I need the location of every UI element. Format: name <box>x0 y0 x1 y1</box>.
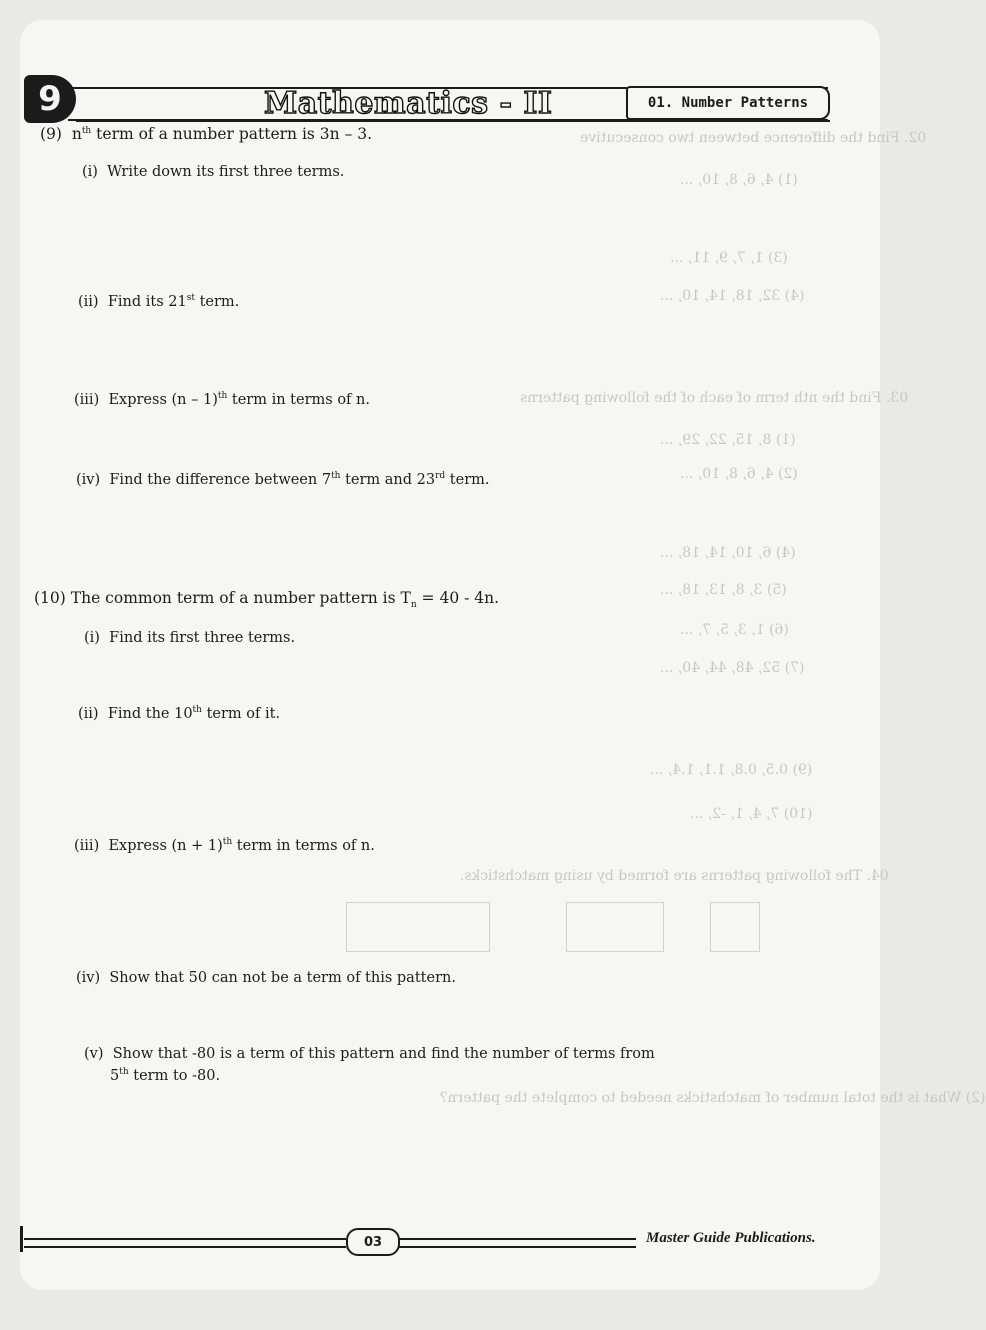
show-through-text: (1) 8, 15, 22, 29, ... <box>660 432 796 448</box>
page-number: 03 <box>346 1228 400 1256</box>
question-10-part-v-continued <box>110 1066 220 1086</box>
show-through-text: (2) What is the total number of matchsticks needed to complete the pattern? <box>440 1090 986 1106</box>
question-number: (10) <box>34 589 66 607</box>
part-sup: st <box>186 293 195 304</box>
show-through-text: (10) 7, 4, 1, -2, ... <box>690 806 813 822</box>
question-9-part-ii <box>78 292 239 312</box>
grade-number: 9 <box>38 79 62 119</box>
part-sup: th <box>217 391 228 402</box>
question-10-stem <box>34 588 500 611</box>
part-text: term of it. <box>201 706 281 722</box>
part-text: Write down its first three terms. <box>107 164 345 180</box>
question-number: (9) <box>40 125 62 143</box>
part-label: (ii) <box>78 294 99 310</box>
stem-sub: n <box>410 600 417 611</box>
part-text: term. <box>194 294 240 310</box>
question-9-stem <box>40 124 372 144</box>
part-text: term to -80. <box>128 1068 221 1084</box>
footer-bracket <box>20 1226 23 1252</box>
part-label: (iii) <box>74 838 100 854</box>
part-label: (ii) <box>78 706 99 722</box>
show-through-text: (5) 3, 8, 13, 18, ... <box>660 582 787 598</box>
question-10-part-v <box>84 1044 655 1064</box>
show-through-text: (7) 52, 48, 44, 40, ... <box>660 660 805 676</box>
part-label: (i) <box>84 630 100 646</box>
stem-text: term of a number pattern is 3n – 3. <box>91 125 373 143</box>
part-label: (i) <box>82 164 98 180</box>
question-10-part-iv <box>76 968 456 988</box>
part-sup: rd <box>435 471 446 482</box>
show-through-text: 04. The following patterns are formed by using matchsticks. <box>460 868 889 884</box>
show-through-text: 03. Find the nth term of each of the following patterns <box>520 390 909 406</box>
stem-text: The common term of a number pattern is T <box>70 589 411 607</box>
show-through-text: (3) 1, 7, 9, 11, ... <box>670 250 788 266</box>
show-through-text: (1) 4, 6, 8, 10, ... <box>680 172 798 188</box>
part-label: (iv) <box>76 472 101 488</box>
part-text: Find the difference between 7 <box>109 472 332 488</box>
footer-rule-left <box>24 1238 346 1248</box>
stem-sup: th <box>81 125 92 136</box>
show-through-figure <box>566 902 664 952</box>
part-text: term. <box>445 472 490 488</box>
part-text: term in terms of n. <box>227 392 370 408</box>
question-9-part-iv <box>76 470 490 490</box>
stem-text: = 40 - 4n. <box>416 589 500 607</box>
part-sup: th <box>119 1067 129 1078</box>
show-through-text: (9) 0.5, 0.8, 1.1, 1.4, ... <box>650 762 813 778</box>
show-through-figure <box>710 902 760 952</box>
part-text: Express (n + 1) <box>108 838 223 854</box>
question-9-part-iii <box>74 390 370 410</box>
grade-badge <box>24 75 76 123</box>
show-through-text: 02. Find the difference between two consecutive <box>580 130 927 146</box>
show-through-figure <box>346 902 490 952</box>
stem-text: n <box>71 125 82 143</box>
part-label: (iii) <box>74 392 100 408</box>
show-through-text: (6) 1, 3, 5, 7, ... <box>680 622 789 638</box>
part-text: Show that 50 can not be a term of this pattern. <box>109 970 456 986</box>
part-label: (iv) <box>76 970 101 986</box>
show-through-text: (4) 6, 10, 14, 18, ... <box>660 545 796 561</box>
part-text: term and 23 <box>340 472 436 488</box>
show-through-text: (2) 4, 6, 8, 10, ... <box>680 466 798 482</box>
part-text: Find the 10 <box>107 706 193 722</box>
question-10-part-i <box>84 628 295 648</box>
footer-rule-right <box>396 1238 636 1248</box>
publisher-name: Master Guide Publications. <box>646 1230 816 1246</box>
part-text: 5 <box>110 1068 120 1084</box>
subject-title: Mathematics - II <box>264 86 553 121</box>
part-text: Find its 21 <box>107 294 187 310</box>
part-text: Show that -80 is a term of this pattern and find the number of terms from <box>112 1046 655 1062</box>
chapter-label: 01. Number Patterns <box>626 86 830 120</box>
part-label: (v) <box>84 1046 104 1062</box>
part-sup: th <box>192 705 202 716</box>
worksheet-page <box>20 20 986 1290</box>
question-9-part-i <box>82 162 344 182</box>
part-text: term in terms of n. <box>232 838 375 854</box>
question-10-part-iii <box>74 836 375 856</box>
part-text: Express (n – 1) <box>108 392 218 408</box>
question-10-part-ii <box>78 704 280 724</box>
part-sup: th <box>331 471 341 482</box>
part-sup: th <box>222 837 233 848</box>
show-through-text: (4) 32, 18, 14, 10, ... <box>660 288 805 304</box>
part-text: Find its first three terms. <box>109 630 296 646</box>
